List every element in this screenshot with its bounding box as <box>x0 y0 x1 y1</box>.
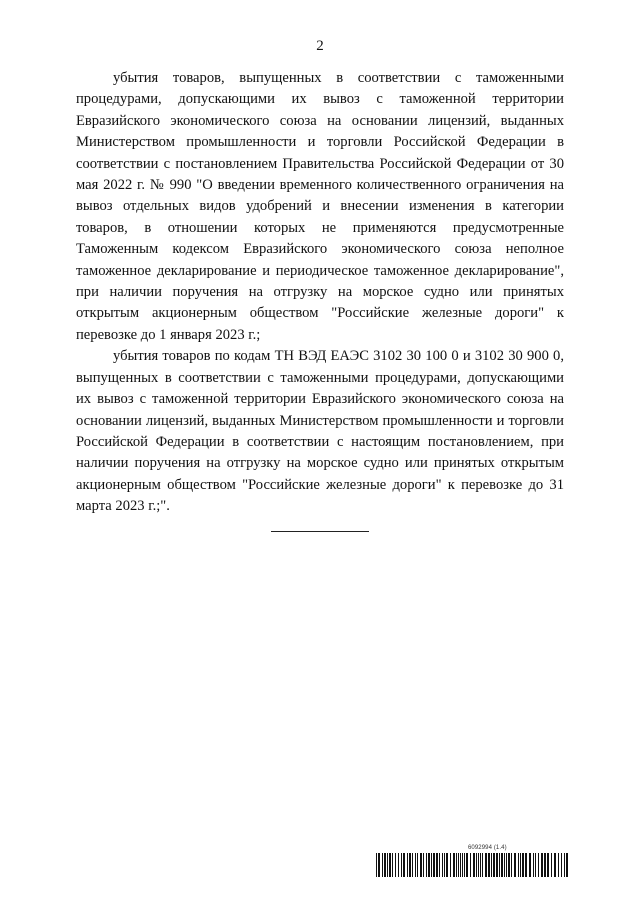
paragraph-second: убытия товаров по кодам ТН ВЭД ЕАЭС 3102 30 100 0 и 3102 30 900 0, выпущенных в соответствии с таможенными процедурами, допускающими их вывоз с таможенной территории Евразийского экономического союза на основании лицензий, выданных Министерством промышленности и торговли Российской Федерации в соответствии с настоящим постановлением, при наличии поручения на отгрузку на морское судно или принятых открытым акционерным обществом "Российские железные дороги" к перевозке до 31 марта 2023 г.;". <box>76 348 564 515</box>
barcode-bar <box>403 853 405 877</box>
barcode-bar <box>480 853 481 877</box>
barcode-bar <box>415 853 416 877</box>
barcode-bar <box>453 853 455 877</box>
barcode-bar <box>395 853 396 877</box>
barcode-bar <box>412 853 413 877</box>
barcode-bar <box>564 853 565 877</box>
barcode-bar <box>538 853 539 877</box>
barcode-bar <box>444 853 445 877</box>
barcode-bar <box>504 853 505 877</box>
barcode-bar <box>499 853 500 877</box>
barcode-bar <box>428 853 430 877</box>
barcode-bar <box>450 853 451 877</box>
barcode-bar <box>544 853 546 877</box>
barcode-bar <box>456 853 457 877</box>
paragraph-first: убытия товаров, выпущенных в соответствии с таможенными процедурами, допускающими их вывоз с таможенной территории Евразийского экономического союза на основании лицензий, выданных Министерством промышленности и торговли Российской Федерации в соответствии с постановлением Правительства Российской Федерации от 30 мая 2022 г. № 990 "О введении временного количественного ограничения на вывоз отдельных видов удобрений и внесении изменения в категории товаров, в отношении которых не применяются предусмотренные Таможенным кодексом Евразийского экономического союза неполное таможенное декларирование и периодическое таможенное декларирование", при наличии поручения на отгрузку на морское судно или принятых открытым акционерным обществом "Российские железные дороги" к перевозке до 1 января 2023 г.; <box>76 70 564 343</box>
page-number: 2 <box>316 38 324 54</box>
barcode-bar <box>478 853 479 877</box>
barcode-bar <box>387 853 388 877</box>
barcode-bar <box>407 853 408 877</box>
barcode-bar <box>470 853 471 877</box>
barcode-bar <box>511 853 512 877</box>
barcode-bar <box>417 853 418 877</box>
barcode-bar <box>522 853 524 877</box>
barcode-bar <box>466 853 468 877</box>
barcode-bar <box>514 853 516 877</box>
barcode-bar <box>496 853 498 877</box>
barcode-bar <box>493 853 495 877</box>
barcode-bar <box>439 853 440 877</box>
barcode-bar <box>376 853 377 877</box>
barcode-bar <box>382 853 383 877</box>
barcode-bar <box>491 853 492 877</box>
barcode-bar <box>533 853 534 877</box>
closing-separator-line <box>271 531 369 532</box>
barcode-bar <box>476 853 477 877</box>
barcode-bar <box>561 853 562 877</box>
barcode-bar <box>420 853 422 877</box>
barcode-bar <box>436 853 438 877</box>
barcode-bar <box>378 853 380 877</box>
barcode-bar <box>482 853 483 877</box>
barcode-bar <box>558 853 559 877</box>
barcode-icon <box>376 853 568 877</box>
barcode-bar <box>501 853 503 877</box>
barcode-bar <box>464 853 465 877</box>
barcode-bar <box>508 853 510 877</box>
barcode-bar <box>506 853 507 877</box>
barcode-bar <box>442 853 443 877</box>
barcode-bar <box>398 853 399 877</box>
barcode-bar <box>409 853 411 877</box>
barcode-bar <box>426 853 427 877</box>
barcode-bar <box>384 853 386 877</box>
barcode-bar <box>525 853 527 877</box>
barcode-bar <box>446 853 448 877</box>
barcode-bar <box>566 853 568 877</box>
barcode-bar <box>520 853 521 877</box>
barcode-bar <box>547 853 549 877</box>
barcode-bar <box>401 853 402 877</box>
barcode-bar <box>541 853 543 877</box>
document-code: 6092994 (1.4) <box>468 845 507 851</box>
barcode-bar <box>458 853 459 877</box>
barcode-bar <box>485 853 487 877</box>
barcode-bar <box>460 853 461 877</box>
barcode-bar <box>529 853 531 877</box>
barcode-bar <box>392 853 393 877</box>
barcode-bar <box>462 853 463 877</box>
barcode-bar <box>488 853 490 877</box>
barcode-bar <box>433 853 435 877</box>
barcode-bar <box>423 853 424 877</box>
barcode-bar <box>518 853 519 877</box>
barcode-bar <box>431 853 432 877</box>
barcode-bar <box>551 853 552 877</box>
document-body <box>76 68 564 518</box>
barcode-bar <box>535 853 536 877</box>
barcode-bar <box>473 853 475 877</box>
barcode-bar <box>554 853 556 877</box>
barcode-bar <box>389 853 391 877</box>
